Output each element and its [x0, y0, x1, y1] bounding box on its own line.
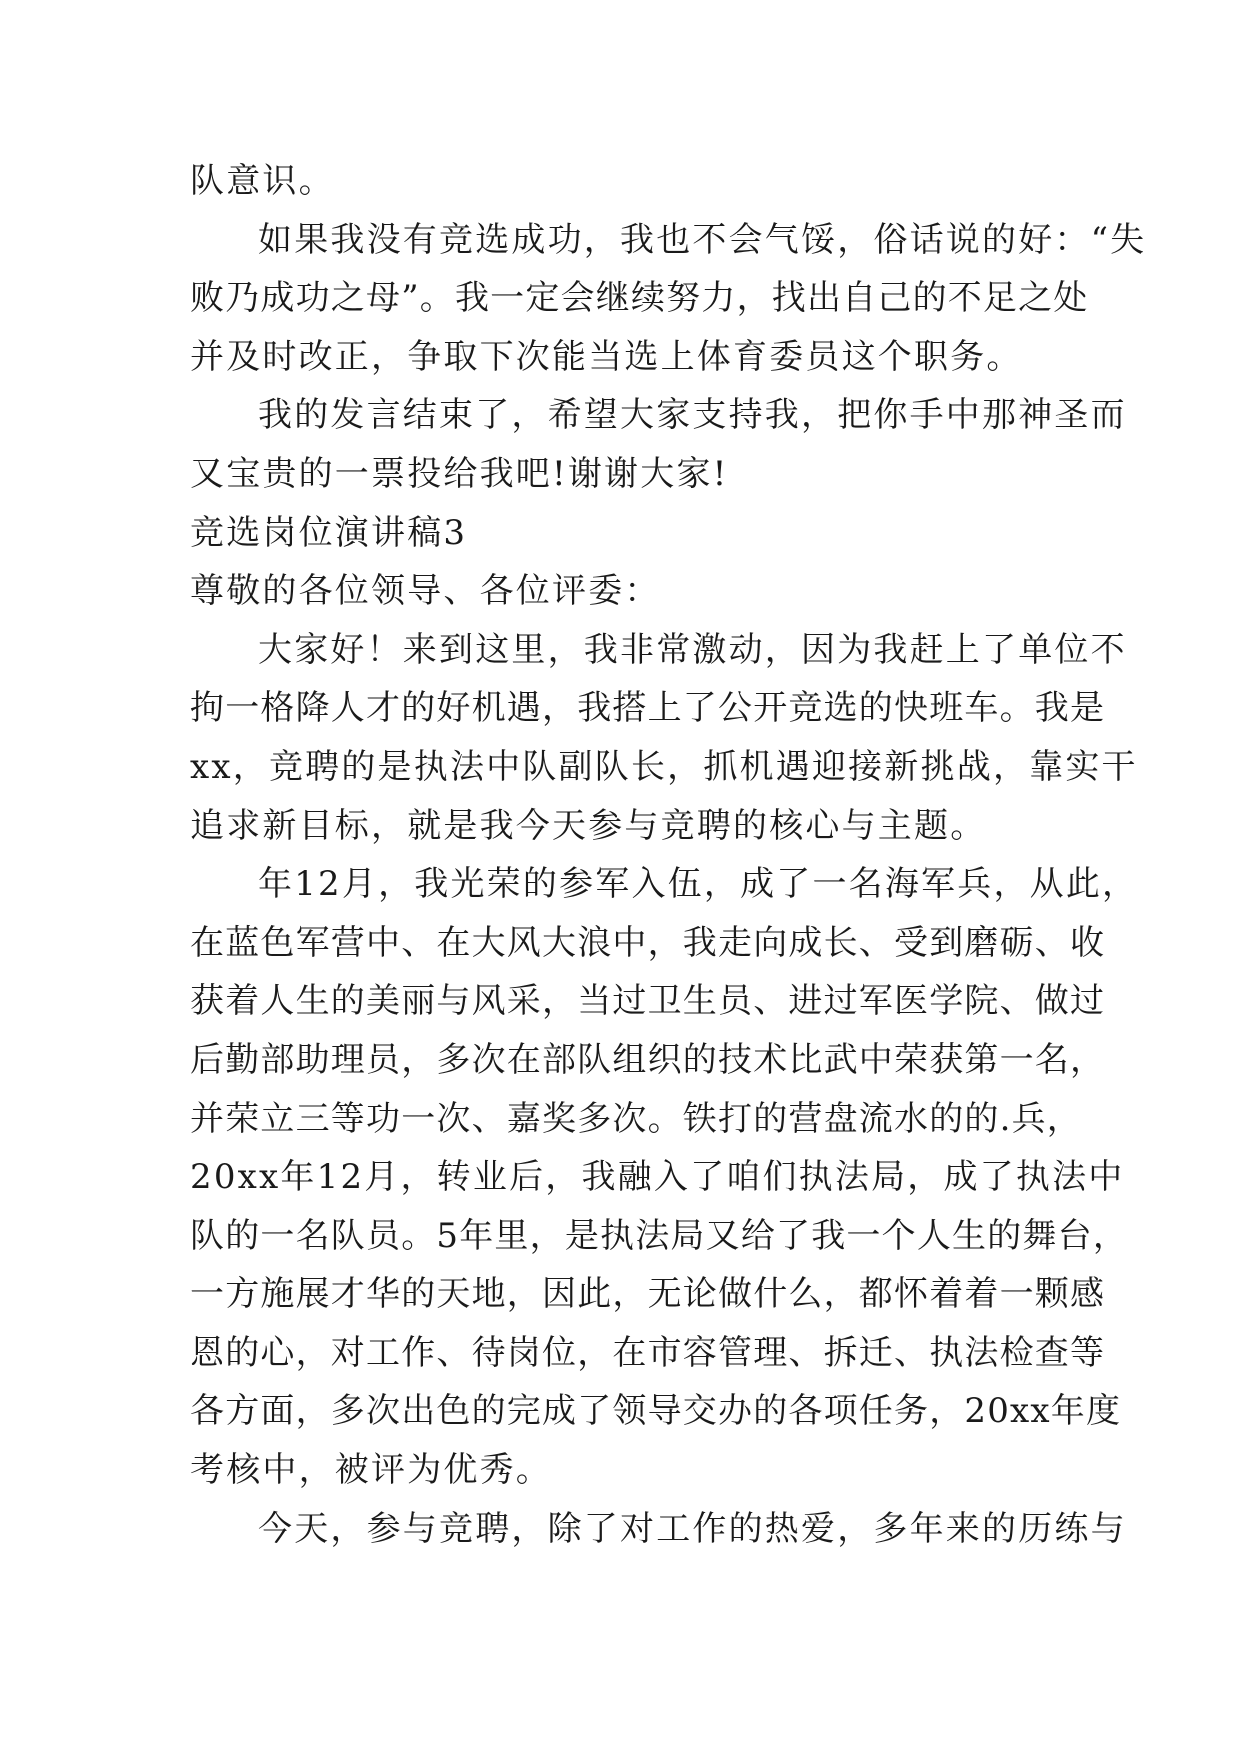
- document-body: [190, 152, 1147, 1558]
- paragraph-line: 年12月，我光荣的参军入伍，成了一名海军兵，从此，: [258, 864, 1139, 905]
- salutation: 尊敬的各位领导、各位评委：: [190, 571, 661, 612]
- paragraph-line: 今天，参与竞聘，除了对工作的热爱，多年来的历练与: [258, 1508, 1127, 1549]
- paragraph-line: 获着人生的美丽与风采，当过卫生员、进过军医学院、做过: [190, 981, 1106, 1022]
- paragraph-line: 拘一格降人才的好机遇，我搭上了公开竞选的快班车。我是: [190, 688, 1106, 729]
- paragraph-line: 恩的心，对工作、待岗位，在市容管理、拆迁、执法检查等: [190, 1332, 1106, 1373]
- paragraph-line: 在蓝色军营中、在大风大浪中，我走向成长、受到磨砺、收: [190, 922, 1106, 963]
- paragraph-line: 又宝贵的一票投给我吧!谢谢大家!: [190, 453, 729, 494]
- paragraph-line: 队的一名队员。5年里，是执法局又给了我一个人生的舞台，: [190, 1215, 1129, 1256]
- paragraph-line: 追求新目标，就是我今天参与竞聘的核心与主题。: [190, 805, 987, 846]
- paragraph-line: 20xx年12月，转业后，我融入了咱们执法局，成了执法中: [190, 1157, 1125, 1198]
- paragraph-line: 一方施展才华的天地，因此，无论做什么，都怀着着一颗感: [190, 1274, 1106, 1315]
- paragraph-line: 如果我没有竞选成功，我也不会气馁，俗话说的好：“失: [258, 219, 1147, 260]
- paragraph-line: 队意识。: [190, 161, 335, 201]
- paragraph-line: 考核中，被评为优秀。: [190, 1450, 552, 1491]
- paragraph-line: 我的发言结束了，希望大家支持我，把你手中那神圣而: [258, 395, 1127, 436]
- paragraph-line: 各方面，多次出色的完成了领导交办的各项任务，20xx年度: [190, 1391, 1122, 1432]
- paragraph-line: 并及时改正，争取下次能当选上体育委员这个职务。: [190, 336, 1023, 377]
- paragraph-line: 败乃成功之母”。我一定会继续努力，找出自己的不足之处: [190, 278, 1089, 319]
- paragraph-line: xx，竞聘的是执法中队副队长，抓机遇迎接新挑战，靠实干: [190, 746, 1138, 787]
- section-heading: 竞选岗位演讲稿3: [190, 512, 468, 553]
- paragraph-line: 后勤部助理员，多次在部队组织的技术比武中荣获第一名，: [190, 1039, 1106, 1080]
- paragraph-line: 并荣立三等功一次、嘉奖多次。铁打的营盘流水的的.兵，: [190, 1098, 1083, 1139]
- paragraph-line: 大家好！来到这里，我非常激动，因为我赶上了单位不: [258, 629, 1127, 670]
